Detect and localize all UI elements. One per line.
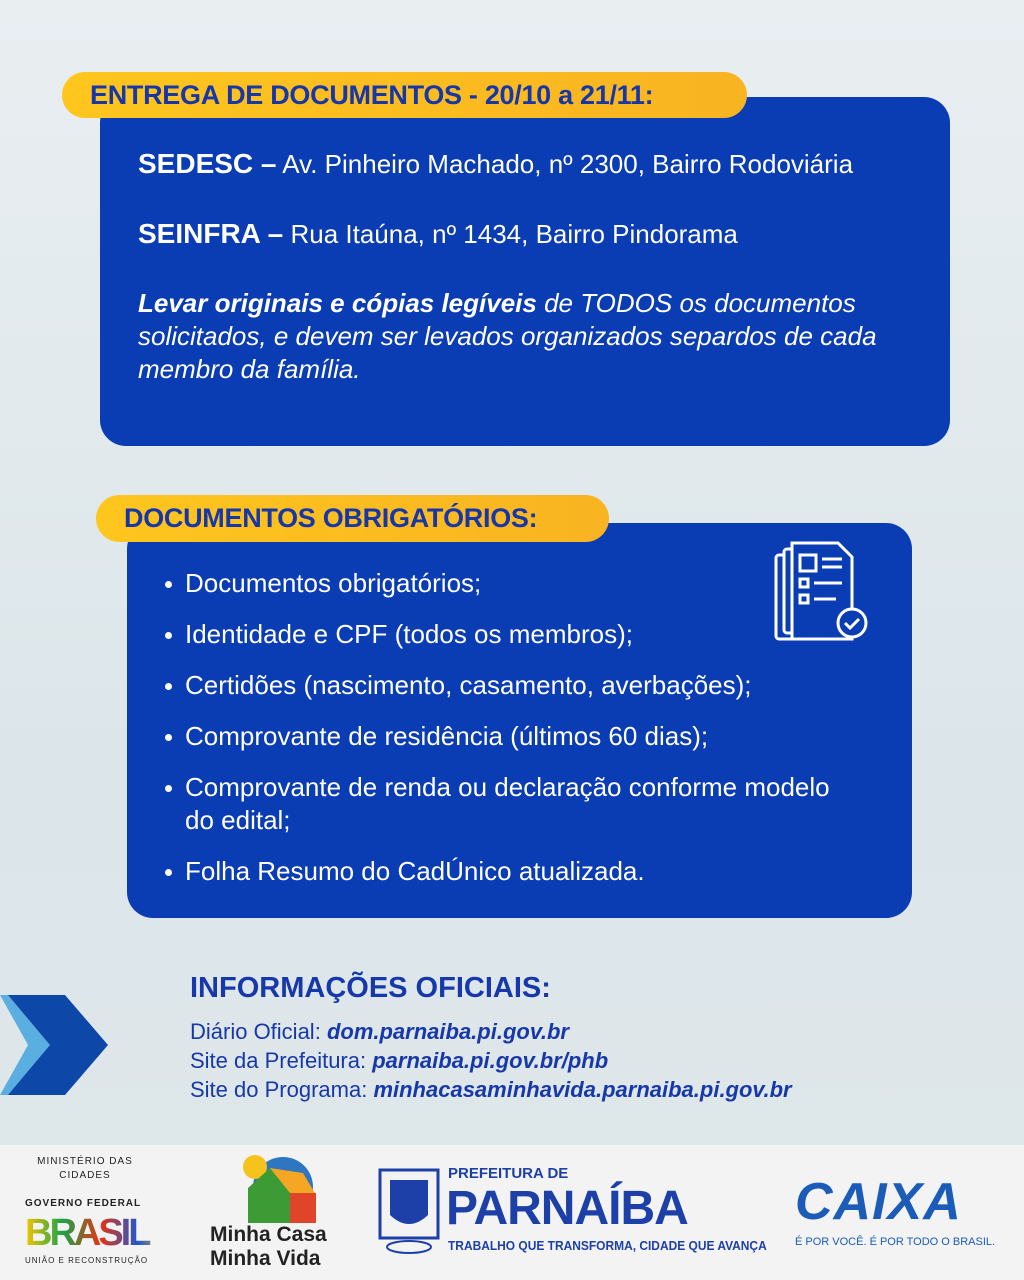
prefeitura-parnaiba-logo: PREFEITURA DE PARNAÍBA TRABALHO QUE TRANSFORMA, CIDADE QUE AVANÇA <box>378 1165 768 1260</box>
location-seinfra: SEINFRA – Rua Itaúna, nº 1434, Bairro Pindorama <box>138 218 738 249</box>
required-docs-title: DOCUMENTOS OBRIGATÓRIOS: <box>96 495 609 542</box>
info-line: Site da Prefeitura: parnaiba.pi.gov.br/phb <box>190 1048 609 1073</box>
link[interactable]: parnaiba.pi.gov.br/phb <box>372 1048 609 1073</box>
required-docs-card <box>127 523 912 918</box>
delivery-card <box>100 97 950 446</box>
minha-casa-minha-vida-logo: Minha Casa Minha Vida <box>210 1153 345 1271</box>
delivery-title: ENTREGA DE DOCUMENTOS - 20/10 a 21/11: <box>62 72 747 118</box>
footer-logos <box>0 1145 1024 1280</box>
coat-of-arms-icon <box>378 1165 440 1255</box>
house-icon <box>228 1153 328 1223</box>
list-item: Identidade e CPF (todos os membros); <box>165 618 912 651</box>
list-item: Documentos obrigatórios; <box>165 567 912 600</box>
official-info <box>190 972 792 1104</box>
location-sedesc: SEDESC – Av. Pinheiro Machado, nº 2300, Bairro Rodoviária <box>138 148 854 179</box>
info-line: Diário Oficial: dom.parnaiba.pi.gov.br <box>190 1019 569 1044</box>
chevron-decoration-icon <box>0 995 110 1095</box>
list-item: Folha Resumo do CadÚnico atualizada. <box>165 855 912 888</box>
delivery-note: Levar originais e cópias legíveis de TODOS os documentos solicitados, e devem ser levados organizados separdos de cada membro da família. <box>138 288 877 384</box>
list-item: Certidões (nascimento, casamento, averbações); <box>165 669 912 702</box>
list-item: Comprovante de renda ou declaração conforme modelo do edital; <box>165 771 855 837</box>
link[interactable]: dom.parnaiba.pi.gov.br <box>326 1019 569 1044</box>
caixa-logo: CAIXA É POR VOCÊ. É POR TODO O BRASIL. <box>795 1173 996 1248</box>
governo-federal-logo: MINISTÉRIO DAS CIDADES GOVERNO FEDERAL BRASIL UNIÃO E RECONSTRUÇÃO <box>25 1155 175 1267</box>
list-item: Comprovante de residência (últimos 60 dias); <box>165 720 912 753</box>
info-title: INFORMAÇÕES OFICIAIS: <box>190 972 551 1004</box>
info-line: Site do Programa: minhacasaminhavida.parnaiba.pi.gov.br <box>190 1077 792 1102</box>
link[interactable]: minhacasaminhavida.parnaiba.pi.gov.br <box>373 1077 792 1102</box>
